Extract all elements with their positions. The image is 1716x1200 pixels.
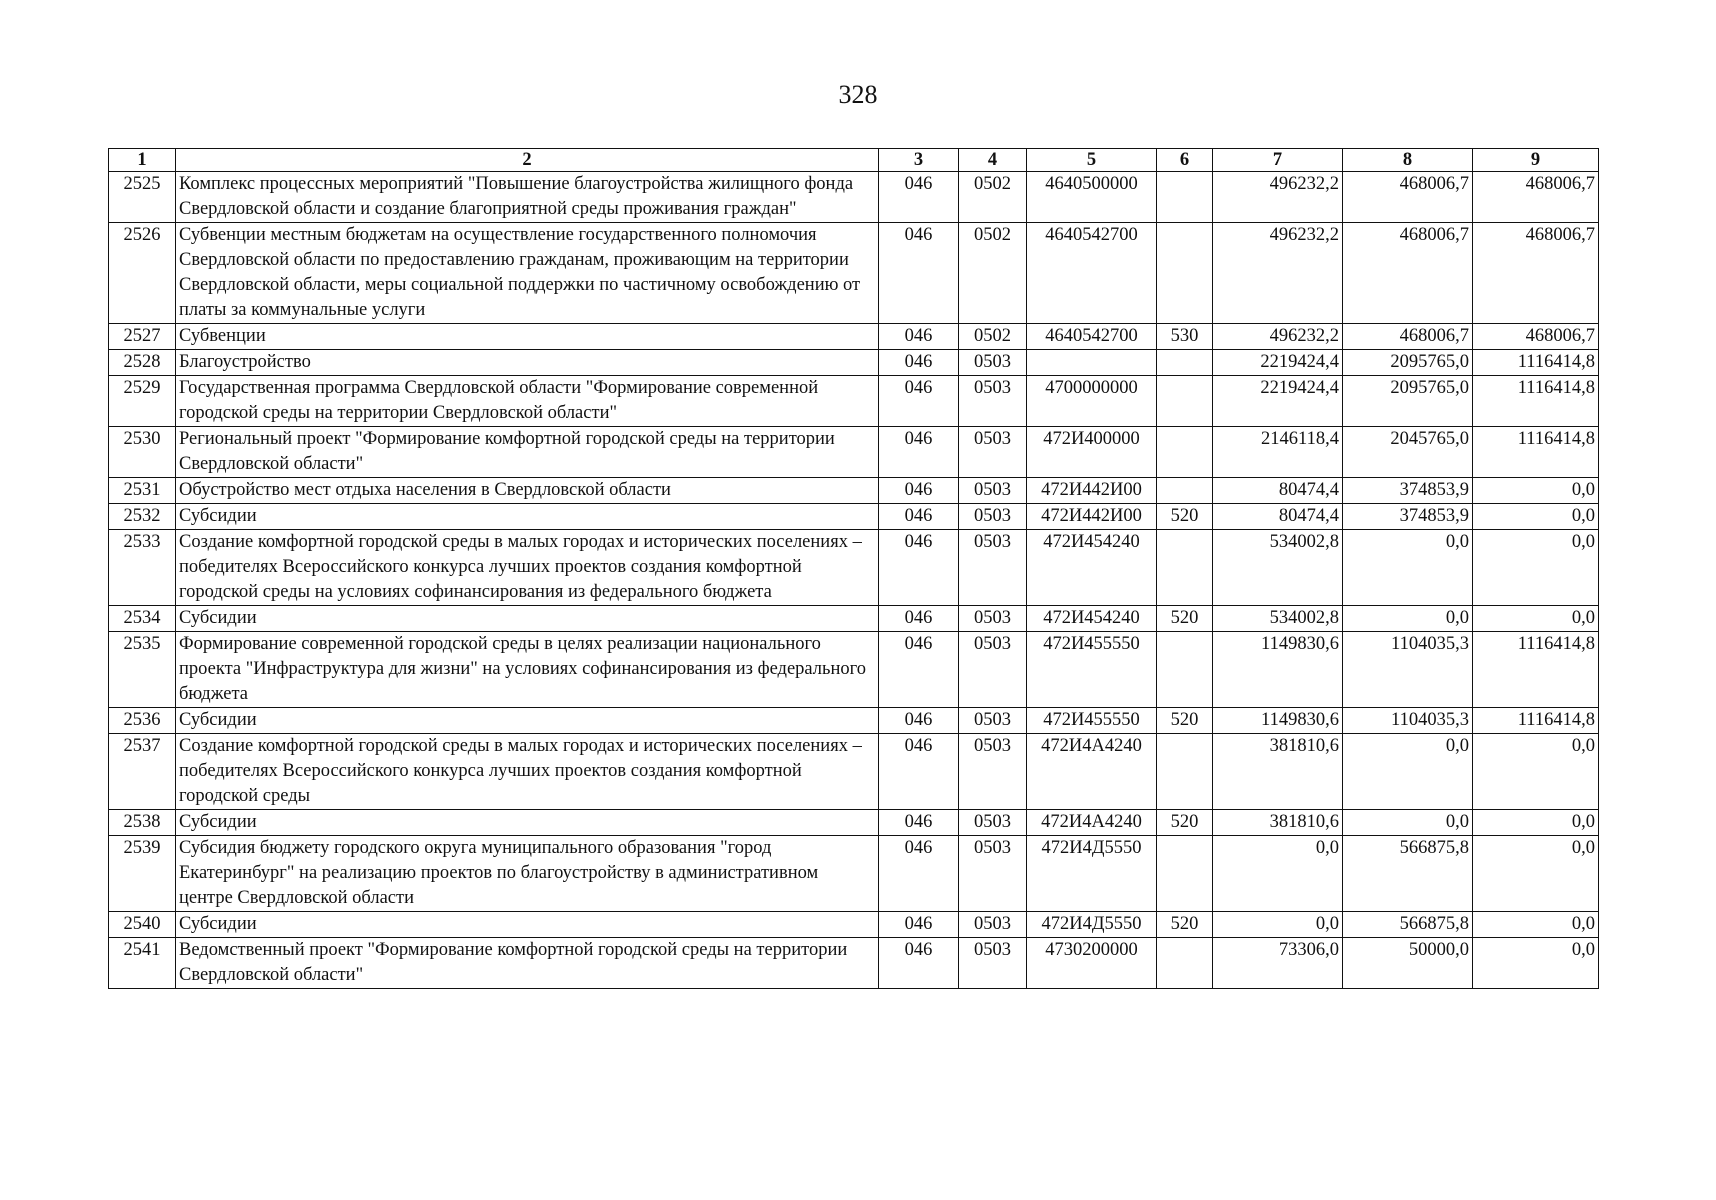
amount-col7: 534002,8 xyxy=(1213,606,1343,632)
amount-col9: 1116414,8 xyxy=(1473,427,1599,478)
row-number: 2537 xyxy=(109,734,176,810)
expense-type-code xyxy=(1157,350,1213,376)
target-article-code: 4730200000 xyxy=(1027,938,1157,989)
amount-col9: 1116414,8 xyxy=(1473,350,1599,376)
amount-col7: 381810,6 xyxy=(1213,810,1343,836)
row-description: Комплекс процессных мероприятий "Повышение благоустройства жилищного фонда Свердловской области и создание благоприятной среды проживания граждан" xyxy=(176,172,879,223)
table-row xyxy=(109,632,1599,708)
row-number: 2534 xyxy=(109,606,176,632)
row-description: Субсидии xyxy=(176,504,879,530)
table-row xyxy=(109,836,1599,912)
row-number: 2528 xyxy=(109,350,176,376)
amount-col7: 80474,4 xyxy=(1213,478,1343,504)
expense-type-code xyxy=(1157,376,1213,427)
amount-col9: 468006,7 xyxy=(1473,172,1599,223)
amount-col9: 1116414,8 xyxy=(1473,376,1599,427)
section-code: 0503 xyxy=(959,427,1027,478)
row-number: 2541 xyxy=(109,938,176,989)
row-number: 2530 xyxy=(109,427,176,478)
amount-col7: 73306,0 xyxy=(1213,938,1343,989)
header-row xyxy=(109,149,1599,172)
expense-type-code xyxy=(1157,427,1213,478)
amount-col8: 566875,8 xyxy=(1343,836,1473,912)
section-code: 0502 xyxy=(959,324,1027,350)
column-header: 4 xyxy=(959,149,1027,172)
row-description: Субвенции местным бюджетам на осуществление государственного полномочия Свердловской области по предоставлению гражданам, проживающим на территории Свердловской области, меры социальной поддержки по частичному освобождению от платы за коммунальные услуги xyxy=(176,223,879,324)
column-header: 2 xyxy=(176,149,879,172)
section-code: 0502 xyxy=(959,172,1027,223)
amount-col8: 566875,8 xyxy=(1343,912,1473,938)
amount-col9: 0,0 xyxy=(1473,810,1599,836)
row-description: Создание комфортной городской среды в малых городах и исторических поселениях – победителях Всероссийского конкурса лучших проектов создания комфортной городской среды xyxy=(176,734,879,810)
row-number: 2538 xyxy=(109,810,176,836)
target-article-code: 472И442И00 xyxy=(1027,504,1157,530)
budget-table xyxy=(108,148,1599,989)
amount-col9: 0,0 xyxy=(1473,530,1599,606)
column-header: 8 xyxy=(1343,149,1473,172)
ministry-code: 046 xyxy=(879,223,959,324)
ministry-code: 046 xyxy=(879,504,959,530)
expense-type-code: 520 xyxy=(1157,606,1213,632)
amount-col7: 496232,2 xyxy=(1213,223,1343,324)
expense-type-code: 530 xyxy=(1157,324,1213,350)
section-code: 0503 xyxy=(959,478,1027,504)
row-number: 2539 xyxy=(109,836,176,912)
target-article-code: 4640542700 xyxy=(1027,324,1157,350)
amount-col8: 0,0 xyxy=(1343,606,1473,632)
row-description: Обустройство мест отдыха населения в Свердловской области xyxy=(176,478,879,504)
amount-col7: 2146118,4 xyxy=(1213,427,1343,478)
table-row xyxy=(109,427,1599,478)
amount-col8: 2095765,0 xyxy=(1343,376,1473,427)
table-row xyxy=(109,478,1599,504)
target-article-code: 472И4А4240 xyxy=(1027,734,1157,810)
row-description: Благоустройство xyxy=(176,350,879,376)
amount-col9: 468006,7 xyxy=(1473,324,1599,350)
row-description: Субсидии xyxy=(176,810,879,836)
row-description: Формирование современной городской среды в целях реализации национального проекта "Инфраструктура для жизни" на условиях софинансирования из федерального бюджета xyxy=(176,632,879,708)
amount-col8: 468006,7 xyxy=(1343,324,1473,350)
row-number: 2527 xyxy=(109,324,176,350)
ministry-code: 046 xyxy=(879,938,959,989)
amount-col9: 0,0 xyxy=(1473,606,1599,632)
amount-col9: 1116414,8 xyxy=(1473,632,1599,708)
ministry-code: 046 xyxy=(879,810,959,836)
amount-col7: 0,0 xyxy=(1213,912,1343,938)
amount-col9: 0,0 xyxy=(1473,836,1599,912)
column-header: 6 xyxy=(1157,149,1213,172)
table-row xyxy=(109,912,1599,938)
expense-type-code xyxy=(1157,478,1213,504)
section-code: 0502 xyxy=(959,223,1027,324)
expense-type-code: 520 xyxy=(1157,504,1213,530)
row-description: Создание комфортной городской среды в малых городах и исторических поселениях – победителях Всероссийского конкурса лучших проектов создания комфортной городской среды на условиях софинансирования из федерального бюджета xyxy=(176,530,879,606)
ministry-code: 046 xyxy=(879,632,959,708)
amount-col7: 0,0 xyxy=(1213,836,1343,912)
row-number: 2532 xyxy=(109,504,176,530)
row-number: 2540 xyxy=(109,912,176,938)
row-description: Субсидии xyxy=(176,912,879,938)
expense-type-code xyxy=(1157,734,1213,810)
amount-col9: 1116414,8 xyxy=(1473,708,1599,734)
column-header: 7 xyxy=(1213,149,1343,172)
expense-type-code: 520 xyxy=(1157,708,1213,734)
target-article-code: 472И455550 xyxy=(1027,632,1157,708)
ministry-code: 046 xyxy=(879,708,959,734)
target-article-code: 472И400000 xyxy=(1027,427,1157,478)
amount-col8: 1104035,3 xyxy=(1343,632,1473,708)
ministry-code: 046 xyxy=(879,478,959,504)
ministry-code: 046 xyxy=(879,606,959,632)
amount-col7: 2219424,4 xyxy=(1213,376,1343,427)
amount-col8: 468006,7 xyxy=(1343,223,1473,324)
table-row xyxy=(109,938,1599,989)
target-article-code: 472И4Д5550 xyxy=(1027,836,1157,912)
amount-col8: 374853,9 xyxy=(1343,478,1473,504)
row-number: 2536 xyxy=(109,708,176,734)
section-code: 0503 xyxy=(959,632,1027,708)
amount-col7: 496232,2 xyxy=(1213,324,1343,350)
amount-col8: 1104035,3 xyxy=(1343,708,1473,734)
amount-col8: 374853,9 xyxy=(1343,504,1473,530)
table-row xyxy=(109,350,1599,376)
section-code: 0503 xyxy=(959,810,1027,836)
amount-col9: 0,0 xyxy=(1473,938,1599,989)
expense-type-code: 520 xyxy=(1157,810,1213,836)
target-article-code: 472И4Д5550 xyxy=(1027,912,1157,938)
amount-col7: 381810,6 xyxy=(1213,734,1343,810)
amount-col9: 468006,7 xyxy=(1473,223,1599,324)
table-row xyxy=(109,530,1599,606)
target-article-code: 472И454240 xyxy=(1027,530,1157,606)
amount-col9: 0,0 xyxy=(1473,912,1599,938)
amount-col8: 468006,7 xyxy=(1343,172,1473,223)
row-description: Субсидия бюджету городского округа муниципального образования "город Екатеринбург" на реализацию проектов по благоустройству в административном центре Свердловской области xyxy=(176,836,879,912)
amount-col7: 2219424,4 xyxy=(1213,350,1343,376)
column-header: 1 xyxy=(109,149,176,172)
amount-col7: 1149830,6 xyxy=(1213,632,1343,708)
section-code: 0503 xyxy=(959,350,1027,376)
column-header: 9 xyxy=(1473,149,1599,172)
expense-type-code xyxy=(1157,172,1213,223)
amount-col8: 0,0 xyxy=(1343,810,1473,836)
amount-col8: 0,0 xyxy=(1343,530,1473,606)
table-row xyxy=(109,734,1599,810)
amount-col7: 1149830,6 xyxy=(1213,708,1343,734)
row-number: 2529 xyxy=(109,376,176,427)
amount-col9: 0,0 xyxy=(1473,478,1599,504)
expense-type-code: 520 xyxy=(1157,912,1213,938)
ministry-code: 046 xyxy=(879,530,959,606)
ministry-code: 046 xyxy=(879,172,959,223)
target-article-code: 472И4А4240 xyxy=(1027,810,1157,836)
table-row xyxy=(109,172,1599,223)
column-header: 3 xyxy=(879,149,959,172)
target-article-code: 4640500000 xyxy=(1027,172,1157,223)
section-code: 0503 xyxy=(959,938,1027,989)
table-row xyxy=(109,376,1599,427)
row-description: Государственная программа Свердловской области "Формирование современной городской среды на территории Свердловской области" xyxy=(176,376,879,427)
section-code: 0503 xyxy=(959,530,1027,606)
table-row xyxy=(109,223,1599,324)
expense-type-code xyxy=(1157,632,1213,708)
table-row xyxy=(109,708,1599,734)
table-row xyxy=(109,324,1599,350)
section-code: 0503 xyxy=(959,836,1027,912)
row-number: 2526 xyxy=(109,223,176,324)
column-header: 5 xyxy=(1027,149,1157,172)
ministry-code: 046 xyxy=(879,350,959,376)
row-description: Субвенции xyxy=(176,324,879,350)
target-article-code: 472И442И00 xyxy=(1027,478,1157,504)
section-code: 0503 xyxy=(959,504,1027,530)
row-number: 2531 xyxy=(109,478,176,504)
amount-col8: 2045765,0 xyxy=(1343,427,1473,478)
section-code: 0503 xyxy=(959,734,1027,810)
expense-type-code xyxy=(1157,530,1213,606)
section-code: 0503 xyxy=(959,606,1027,632)
ministry-code: 046 xyxy=(879,427,959,478)
ministry-code: 046 xyxy=(879,324,959,350)
row-description: Ведомственный проект "Формирование комфортной городской среды на территории Свердловской области" xyxy=(176,938,879,989)
row-number: 2535 xyxy=(109,632,176,708)
ministry-code: 046 xyxy=(879,734,959,810)
ministry-code: 046 xyxy=(879,836,959,912)
section-code: 0503 xyxy=(959,708,1027,734)
target-article-code: 4700000000 xyxy=(1027,376,1157,427)
section-code: 0503 xyxy=(959,376,1027,427)
page-number: 328 xyxy=(838,80,878,109)
amount-col9: 0,0 xyxy=(1473,734,1599,810)
expense-type-code xyxy=(1157,836,1213,912)
ministry-code: 046 xyxy=(879,912,959,938)
row-number: 2525 xyxy=(109,172,176,223)
expense-type-code xyxy=(1157,223,1213,324)
amount-col7: 534002,8 xyxy=(1213,530,1343,606)
amount-col7: 496232,2 xyxy=(1213,172,1343,223)
row-description: Субсидии xyxy=(176,606,879,632)
amount-col8: 50000,0 xyxy=(1343,938,1473,989)
amount-col8: 0,0 xyxy=(1343,734,1473,810)
target-article-code: 4640542700 xyxy=(1027,223,1157,324)
amount-col8: 2095765,0 xyxy=(1343,350,1473,376)
section-code: 0503 xyxy=(959,912,1027,938)
target-article-code: 472И454240 xyxy=(1027,606,1157,632)
table-row xyxy=(109,606,1599,632)
table-row xyxy=(109,810,1599,836)
row-number: 2533 xyxy=(109,530,176,606)
ministry-code: 046 xyxy=(879,376,959,427)
target-article-code: 472И455550 xyxy=(1027,708,1157,734)
table-row xyxy=(109,504,1599,530)
row-description: Региональный проект "Формирование комфортной городской среды на территории Свердловской области" xyxy=(176,427,879,478)
amount-col9: 0,0 xyxy=(1473,504,1599,530)
expense-type-code xyxy=(1157,938,1213,989)
target-article-code xyxy=(1027,350,1157,376)
amount-col7: 80474,4 xyxy=(1213,504,1343,530)
row-description: Субсидии xyxy=(176,708,879,734)
